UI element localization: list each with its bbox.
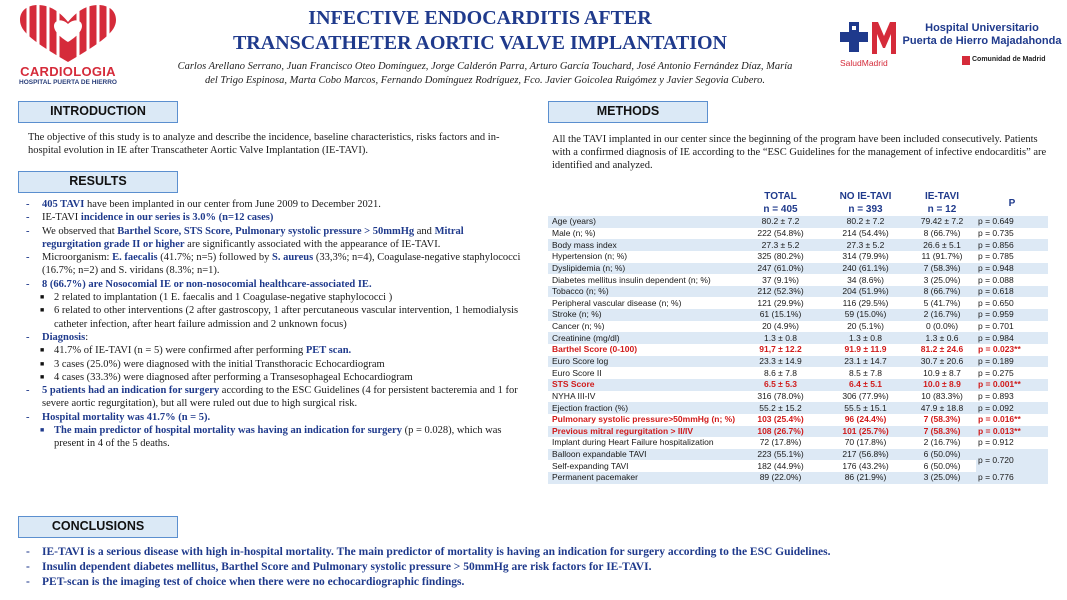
results-subitem: ■ 2 related to implantation (1 E. faecalis and 1 Coagulase-negative staphylococci ) xyxy=(40,292,393,304)
row-label: Tobacco (n; %) xyxy=(548,286,738,298)
cell-ie: 2 (16.7%) xyxy=(923,437,961,448)
table-header-p-text: P xyxy=(1008,197,1016,209)
conclusions-heading: CONCLUSIONS xyxy=(18,516,178,538)
cell-total: 103 (25.4%) xyxy=(757,414,804,425)
results-text-bold: incidence in our series is 3.0% (n=12 cases) xyxy=(80,212,274,224)
cell-total: 1.3 ± 0.8 xyxy=(738,332,823,344)
authors-line-1: Carlos Arellano Serrano, Juan Francisco Oteo Domínguez, Jorge Calderón Parra, Arturo García Touchard, José Antonio Fernández Díaz, María xyxy=(177,61,793,72)
table-header-ie xyxy=(908,190,976,216)
cell-ie: 6 (50.0%) xyxy=(908,449,976,461)
cell-no-ie: 34 (8.6%) xyxy=(847,274,884,285)
results-text-bold: The main predictor of hospital mortality was having an indication for surgery xyxy=(54,425,402,437)
cell-no-ie: 240 (61.1%) xyxy=(823,263,908,275)
table-row xyxy=(548,263,1048,275)
results-text: 4 cases (33.3%) were diagnosed after performing a Transesophageal Echocardiogram xyxy=(54,371,413,383)
cell-ie: 0 (0.0%) xyxy=(925,321,959,332)
introduction-heading: INTRODUCTION xyxy=(18,101,178,123)
table-row xyxy=(548,460,1048,472)
results-heading: RESULTS xyxy=(18,171,178,193)
row-label: Implant during Heart Failure hospitalization xyxy=(552,437,714,448)
results-text: 3 cases (25.0%) were diagnosed with the initial Transthoracic Echocardiogram xyxy=(54,358,385,370)
cardiologia-logo xyxy=(8,4,128,86)
row-label: STS Score xyxy=(548,379,738,391)
results-subitem: ■ 4 cases (33.3%) were diagnosed after performing a Transesophageal Echocardiogram xyxy=(40,371,413,383)
results-item: - 5 patients had an indication for surgery according to the ESC Guidelines (4 for persistent bacteremia and 1 for severe aortic regurgitation), but all were ruled out due to high surgical risk. xyxy=(26,385,518,410)
cell-ie: 26.6 ± 5.1 xyxy=(908,239,976,251)
cell-p: p = 0.959 xyxy=(976,309,1048,321)
results-text: IE-TAVI xyxy=(42,212,81,224)
row-label: Barthel Score (0-100) xyxy=(552,344,638,355)
cell-no-ie: 204 (51.9%) xyxy=(823,286,908,298)
cell-total: 316 (78.0%) xyxy=(757,390,804,401)
results-item: - Diagnosis: xyxy=(26,331,89,343)
cell-no-ie: 6.4 ± 5.1 xyxy=(823,379,908,391)
results-item: - Microorganism: E. faecalis (41.7%; n=5) followed by S. aureus (33,3%; n=4), Coagulase-negative staphylococci (16.7%; n=2) and S. viridans (8.3%; n=1). xyxy=(26,252,521,277)
results-text-bold: PET scan. xyxy=(305,345,352,357)
row-label: Age (years) xyxy=(548,216,738,228)
row-label: Creatinine (mg/dl) xyxy=(548,332,738,344)
results-text-bold: Diagnosis xyxy=(42,331,86,343)
cell-p: p = 0.650 xyxy=(978,297,1014,308)
results-text: according to the ESC Guidelines (4 for persistent bacteremia and 1 for severe aortic regurgitation), but all were ruled out due to high surgical risk. xyxy=(42,385,518,410)
results-text: We observed that xyxy=(42,225,118,237)
cell-p: p = 0.856 xyxy=(976,239,1048,251)
cell-ie: 10.9 ± 8.7 xyxy=(923,367,961,378)
results-text: have been implanted in our center from June 2009 to December 2021. xyxy=(84,199,381,210)
table-row xyxy=(548,274,1048,286)
conclusion-item: - PET-scan is the imaging test of choice when there were no echocardiographic findings. xyxy=(26,576,465,588)
comunidad-madrid-text: Comunidad de Madrid xyxy=(972,56,1046,63)
cell-total: 8.6 ± 7.8 xyxy=(763,367,798,378)
cell-total: 6.5 ± 5.3 xyxy=(738,379,823,391)
results-subitem: ■ The main predictor of hospital mortality was having an indication for surgery (p = 0.028), which was present in 4 of the 5 deaths. xyxy=(40,425,502,450)
row-label: Permanent pacemaker xyxy=(548,472,738,484)
conclusion-item: - Insulin dependent diabetes mellitus, Barthel Score and Pulmonary systolic pressure > 50mmHg are risk factors for IE-TAVI. xyxy=(26,561,652,573)
methods-heading: METHODS xyxy=(548,101,708,123)
conclusion-item: - IE-TAVI is a serious disease with high in-hospital mortality. The main predictor of mortality is having an indication for surgery according to the ESC Guidelines. xyxy=(26,546,831,558)
cell-p: p = 0.701 xyxy=(978,321,1014,332)
table-row xyxy=(548,251,1048,263)
row-label: Ejection fraction (%) xyxy=(548,402,738,414)
cell-ie: 6 (50.0%) xyxy=(923,460,961,471)
cell-ie: 47.9 ± 18.8 xyxy=(908,402,976,414)
authors xyxy=(140,60,830,88)
row-label: Pulmonary systolic pressure>50mmHg (n; %) xyxy=(552,414,736,425)
cell-p: p = 0.016** xyxy=(978,414,1021,425)
results-text: and xyxy=(414,225,435,237)
cell-no-ie: 86 (21.9%) xyxy=(823,472,908,484)
hospital-logo xyxy=(840,18,1062,78)
cell-no-ie: 101 (25.7%) xyxy=(823,426,908,438)
cell-p: p = 0.893 xyxy=(978,390,1014,401)
cell-p: p = 0.092 xyxy=(976,402,1048,414)
cell-ie: 7 (58.3%) xyxy=(923,414,961,425)
results-subitem: ■ 6 related to other interventions (2 after gastroscopy, 1 after percutaneous vascular intervention, 1 hemodialysis catheter infection, after heart failure admission and 2 unknown focus) xyxy=(40,305,519,330)
cell-no-ie: 1.3 ± 0.8 xyxy=(823,332,908,344)
table-header-no-ie xyxy=(823,190,908,216)
cell-p: p = 0.984 xyxy=(976,332,1048,344)
cell-ie: 5 (41.7%) xyxy=(923,297,961,308)
table-row xyxy=(548,472,1048,484)
comunidad-flag-icon xyxy=(962,56,970,65)
table-row xyxy=(548,367,1048,379)
row-label: Stroke (n; %) xyxy=(548,309,738,321)
cell-total: 212 (52.3%) xyxy=(738,286,823,298)
table-row xyxy=(548,216,1048,228)
table-row xyxy=(548,402,1048,414)
cell-p: p = 0.023** xyxy=(978,344,1021,355)
row-label: Dyslipidemia (n; %) xyxy=(548,263,738,275)
row-label: Cancer (n; %) xyxy=(552,321,605,332)
cell-p: p = 0.912 xyxy=(978,437,1014,448)
cell-no-ie: 91.9 ± 11.9 xyxy=(844,344,887,355)
cell-no-ie: 176 (43.2%) xyxy=(842,460,889,471)
cell-total: 121 (29.9%) xyxy=(757,297,804,308)
table-row xyxy=(548,391,1048,403)
table-row xyxy=(548,297,1048,309)
cell-total: 89 (22.0%) xyxy=(738,472,823,484)
introduction-text: The objective of this study is to analyze and describe the incidence, baseline characteristics, risks factors and in-hospital evolution in IE after Transcatheter Aortic Valve Implantation (IE-TAVI). xyxy=(28,132,500,156)
results-text: 41.7% of IE-TAVI (n = 5) were confirmed after performing xyxy=(54,345,306,357)
table-row xyxy=(548,332,1048,344)
cell-p: p = 0.776 xyxy=(976,472,1048,484)
cell-total: 222 (54.8%) xyxy=(757,227,804,238)
conclusion-text: PET-scan is the imaging test of choice when there were no echocardiographic findings. xyxy=(42,576,465,588)
cell-no-ie: 80.2 ± 7.2 xyxy=(823,216,908,228)
cell-total: 325 (80.2%) xyxy=(757,251,804,262)
cell-total: 80.2 ± 7.2 xyxy=(738,216,823,228)
cell-ie: 30.7 ± 20.6 xyxy=(908,356,976,368)
cell-total: 223 (55.1%) xyxy=(738,449,823,461)
poster-title xyxy=(170,6,790,56)
cell-no-ie: 55.5 ± 15.1 xyxy=(823,402,908,414)
results-text-bold: 8 (66.7%) are Nosocomial IE or non-nosocomial healthcare-associated IE. xyxy=(42,278,372,290)
results-text-bold: 405 TAVI xyxy=(42,199,85,210)
cell-ie: 3 (25.0%) xyxy=(908,472,976,484)
row-label: Body mass index xyxy=(548,239,738,251)
hospital-name xyxy=(902,22,1062,48)
title-line-2: TRANSCATHETER AORTIC VALVE IMPLANTATION xyxy=(232,32,728,54)
table-row xyxy=(548,356,1048,368)
cell-total: 72 (17.8%) xyxy=(759,437,802,448)
cell-ie: 10.0 ± 8.9 xyxy=(908,379,976,391)
logo-hospital-text: HOSPITAL PUERTA DE HIERRO xyxy=(19,79,117,86)
row-label: Euro Score log xyxy=(548,356,738,368)
table-row xyxy=(548,309,1048,321)
cell-no-ie: 96 (24.4%) xyxy=(844,414,887,425)
results-item: - Hospital mortality was 41.7% (n = 5). xyxy=(26,411,211,423)
table-body xyxy=(548,216,1048,484)
cell-p: p = 0.720 xyxy=(976,449,1048,472)
cell-p: p = 0.785 xyxy=(978,251,1014,262)
results-text: (41.7%; n=5) followed by xyxy=(157,252,272,264)
table-header-row xyxy=(548,190,1048,216)
cell-total: 247 (61.0%) xyxy=(738,263,823,275)
cell-total: 55.2 ± 15.2 xyxy=(738,402,823,414)
row-label: Previous mitral regurgitation > II/IV xyxy=(548,426,738,438)
cell-no-ie: 23.1 ± 14.7 xyxy=(823,356,908,368)
cell-no-ie: 306 (77.9%) xyxy=(842,390,889,401)
cell-p: p = 0.618 xyxy=(976,286,1048,298)
results-subitem: ■ 41.7% of IE-TAVI (n = 5) were confirmed after performing PET scan. xyxy=(40,345,352,357)
salud-madrid-text: SaludMadrid xyxy=(840,58,888,68)
logo-cardiologia-text: CARDIOLOGIA xyxy=(20,64,116,79)
hospital-name-line-2: Puerta de Hierro Majadahonda xyxy=(902,35,1062,47)
cell-p: p = 0.189 xyxy=(976,356,1048,368)
results-item: - IE-TAVI incidence in our series is 3.0% (n=12 cases) xyxy=(26,212,274,224)
cell-total: 20 (4.9%) xyxy=(762,321,799,332)
heart-logo-icon xyxy=(14,4,122,64)
cell-ie: 81.2 ± 24.6 xyxy=(920,344,964,355)
cell-p: p = 0.275 xyxy=(978,367,1014,378)
row-label: Self-expanding TAVI xyxy=(552,460,629,471)
cell-no-ie: 314 (79.9%) xyxy=(842,251,889,262)
results-subitem: ■ 3 cases (25.0%) were diagnosed with the initial Transthoracic Echocardiogram xyxy=(40,358,385,370)
table-header-total xyxy=(738,190,823,216)
results-text: 6 related to other interventions (2 after gastroscopy, 1 after percutaneous vascular intervention, 1 hemodialysis catheter infection, after heart failure admission and 2 unknown focus) xyxy=(54,305,519,330)
cell-p: p = 0.001** xyxy=(976,379,1048,391)
row-label: Male (n; %) xyxy=(552,227,596,238)
authors-line-2: del Trigo Espinosa, Marta Cobo Marcos, Fernando Domínguez Rodríguez, Fco. Javier Goicolea Ruigómez y Javier Segovia Cubero. xyxy=(204,75,766,86)
results-list xyxy=(26,198,524,451)
table-row xyxy=(548,239,1048,251)
cell-p: p = 0.649 xyxy=(976,216,1048,228)
results-text-bold: Mitral regurgitation grade II or higher xyxy=(42,225,464,250)
cell-ie: 8 (66.7%) xyxy=(908,286,976,298)
table-header-ie-text: IE-TAVI n = 12 xyxy=(924,191,960,215)
table-row xyxy=(548,437,1048,449)
cell-total: 61 (15.1%) xyxy=(738,309,823,321)
conclusion-text: Insulin dependent diabetes mellitus, Barthel Score and Pulmonary systolic pressure > 50mmHg are risk factors for IE-TAVI. xyxy=(42,561,652,573)
cell-ie: 79.42 ± 7.2 xyxy=(908,216,976,228)
title-line-1: INFECTIVE ENDOCARDITIS AFTER xyxy=(308,7,652,29)
cell-no-ie: 70 (17.8%) xyxy=(844,437,887,448)
hospital-name-line-1: Hospital Universitario xyxy=(925,22,1039,34)
results-text: 2 related to implantation (1 E. faecalis and 1 Coagulase-negative staphylococci ) xyxy=(54,292,393,304)
cell-ie: 3 (25.0%) xyxy=(923,274,961,285)
table-header-no-ie-text: NO IE-TAVI n = 393 xyxy=(839,191,892,215)
cell-total: 182 (44.9%) xyxy=(757,460,804,471)
cell-ie: 1.3 ± 0.6 xyxy=(908,332,976,344)
cell-no-ie: 20 (5.1%) xyxy=(847,321,884,332)
results-item: - We observed that Barthel Score, STS Score, Pulmonary systolic pressure > 50mmHg and Mitral regurgitation grade II or higher are significantly associated with the appearance of IE-TAVI. xyxy=(26,225,464,250)
methods-text: All the TAVI implanted in our center since the beginning of the program have been included consecutively. Patients with a confirmed diagnosis of IE according to the “ESC Guidelines for the management of infective endocarditis” are identified and analyzed. xyxy=(552,134,1047,171)
table-row xyxy=(548,344,1048,356)
cell-total: 91,7 ± 12.2 xyxy=(759,344,802,355)
row-label: Peripheral vascular disease (n; %) xyxy=(552,297,682,308)
cell-ie: 7 (58.3%) xyxy=(908,263,976,275)
table-header-blank xyxy=(548,190,738,216)
results-item: - 8 (66.7%) are Nosocomial IE or non-nosocomial healthcare-associated IE. xyxy=(26,278,372,290)
row-label: Euro Score II xyxy=(552,367,602,378)
table-row xyxy=(548,228,1048,240)
results-text: are significantly associated with the appearance of IE-TAVI. xyxy=(184,238,441,250)
cell-total: 27.3 ± 5.2 xyxy=(738,239,823,251)
table-row xyxy=(548,321,1048,333)
cell-no-ie: 8.5 ± 7.8 xyxy=(848,367,883,378)
results-text-bold: Barthel Score, STS Score, Pulmonary systolic pressure > 50mmHg xyxy=(117,225,415,237)
cell-p: p = 0.948 xyxy=(976,263,1048,275)
results-text: Microorganism: xyxy=(42,252,113,264)
cell-ie: 11 (91.7%) xyxy=(921,251,963,262)
salud-madrid-cross-icon xyxy=(840,18,900,58)
cell-p: p = 0.735 xyxy=(978,227,1014,238)
cell-ie: 8 (66.7%) xyxy=(923,227,961,238)
cell-ie: 2 (16.7%) xyxy=(908,309,976,321)
row-label: Diabetes mellitus insulin dependent (n; %) xyxy=(552,274,711,285)
table-row xyxy=(548,426,1048,438)
cell-p: p = 0.088 xyxy=(978,274,1014,285)
cell-ie: 7 (58.3%) xyxy=(908,426,976,438)
cell-no-ie: 27.3 ± 5.2 xyxy=(823,239,908,251)
results-item: - 405 TAVI have been implanted in our center from June 2009 to December 2021. xyxy=(26,199,381,210)
cell-p: p = 0.013** xyxy=(976,426,1048,438)
results-text-bold: Hospital mortality was 41.7% (n = 5). xyxy=(42,411,211,423)
cell-no-ie: 116 (29.5%) xyxy=(842,297,889,308)
cell-ie: 10 (83.3%) xyxy=(921,390,963,401)
row-label: Hypertension (n; %) xyxy=(552,251,628,262)
cell-no-ie: 214 (54.4%) xyxy=(842,227,889,238)
row-label: Balloon expandable TAVI xyxy=(548,449,738,461)
results-text-bold: S. aureus xyxy=(272,252,314,264)
results-table xyxy=(548,190,1048,484)
cell-no-ie: 59 (15.0%) xyxy=(823,309,908,321)
row-label: NYHA III-IV xyxy=(552,390,596,401)
cell-total: 23.3 ± 14.9 xyxy=(738,356,823,368)
table-header-total-text: TOTAL n = 405 xyxy=(763,191,798,215)
results-text: (p = 0.028), which was present in 4 of the 5 deaths. xyxy=(54,425,502,450)
table-row xyxy=(548,449,1048,461)
conclusion-text: IE-TAVI is a serious disease with high in-hospital mortality. The main predictor of mortality is having an indication for surgery according to the ESC Guidelines. xyxy=(42,546,831,558)
cell-no-ie: 217 (56.8%) xyxy=(823,449,908,461)
table-row xyxy=(548,414,1048,426)
results-text: : xyxy=(85,331,89,343)
conclusions-list xyxy=(26,545,1056,590)
results-text-bold: 5 patients had an indication for surgery xyxy=(42,385,220,397)
cell-total: 108 (26.7%) xyxy=(738,426,823,438)
results-text: (33,3%; n=4), Coagulase-negative staphylococci (16.7%; n=2) and S. viridans (8.3%; n=1). xyxy=(42,252,521,277)
table-row xyxy=(548,286,1048,298)
table-row xyxy=(548,379,1048,391)
cell-total: 37 (9.1%) xyxy=(762,274,799,285)
results-text-bold: E. faecalis xyxy=(112,252,158,264)
table-header-p xyxy=(976,190,1048,216)
